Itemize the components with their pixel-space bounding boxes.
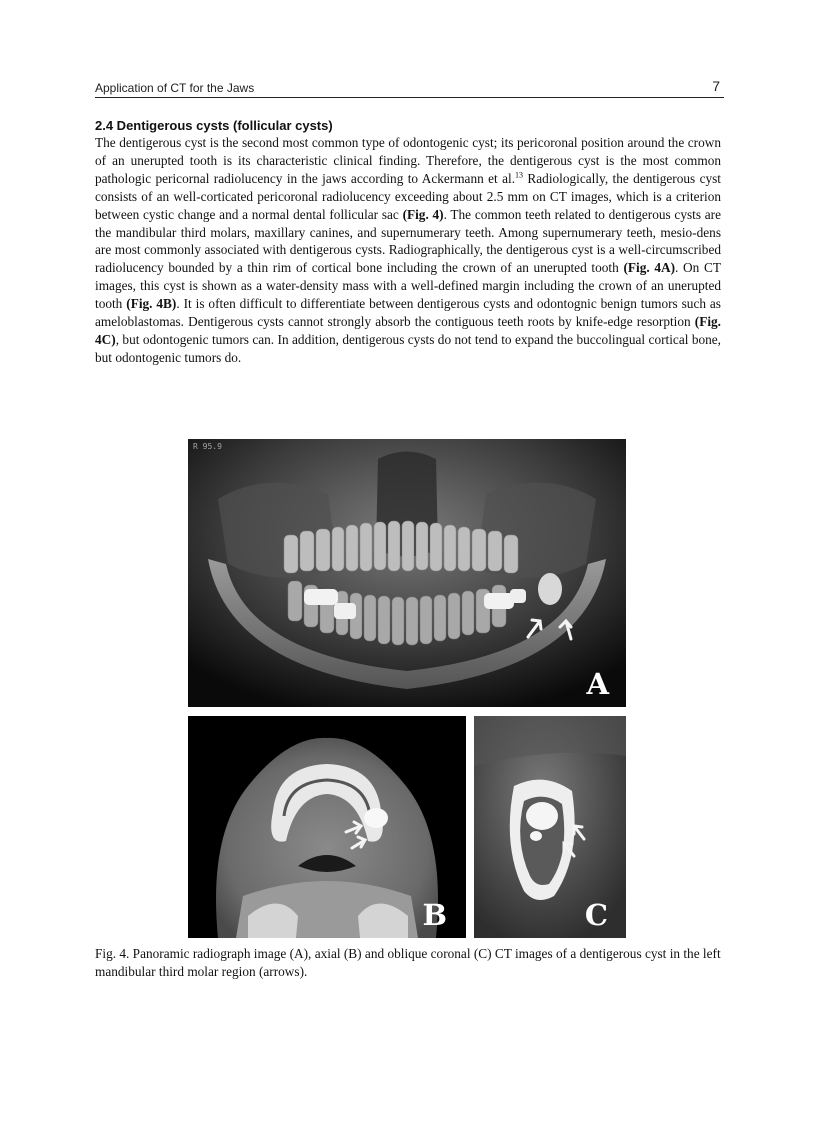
text-run: . The common teeth related to dentigerous cysts are the mandibular third molars, maxillary canines, and supernumerary teeth. Among supernumerary teeth, mesio-dens are most commonly associated with dentigerous cysts. Radiographically, the dentigerous cyst is a well-circumscribed radiolucency bounded by a thin rim of cortical bone including the crown of an unerupted tooth bbox=[95, 206, 721, 276]
text-run: . It is often difficult to differentiate between dentigerous cysts and odontognic benign tumors such as ameloblastomas. Dentigerous cysts cannot strongly absorb the contiguous teeth roots by knife-edge resorption bbox=[95, 296, 721, 330]
text-run: . On CT images, this cyst is shown as a water-density mass with a well-defined margin including the crown of an unerupted tooth bbox=[95, 260, 721, 312]
figure-panel-a bbox=[188, 439, 626, 707]
figure-panel-b bbox=[188, 716, 466, 938]
figure-reference: (Fig. 4B) bbox=[126, 296, 177, 312]
citation-superscript: 13 bbox=[515, 170, 524, 180]
panoramic-radiograph-image bbox=[188, 439, 626, 707]
panel-label-a: A bbox=[586, 667, 609, 701]
running-title: Application of CT for the Jaws bbox=[95, 81, 255, 95]
section-heading: 2.4 Dentigerous cysts (follicular cysts) bbox=[95, 118, 333, 133]
figure-panel-c bbox=[474, 716, 626, 938]
body-paragraph bbox=[95, 134, 721, 367]
text-run: , but odontogenic tumors can. In addition, dentigerous cysts do not tend to expand the buccolingual cortical bone, but odontogenic tumors do. bbox=[95, 331, 721, 365]
figure-reference: (Fig. 4A) bbox=[623, 260, 676, 276]
panel-label-b: B bbox=[422, 898, 447, 932]
figure-reference: (Fig. 4) bbox=[402, 206, 444, 222]
running-header bbox=[95, 80, 724, 98]
figure-reference: (Fig. 4C) bbox=[95, 314, 721, 347]
text-run: The dentigerous cyst is the second most common type of odontogenic cyst; its pericoronal position around the crown of an unerupted tooth is its characteristic clinical finding. Therefore, the dentigerous cyst is the most common pathologic pericornal radiolucency in the jaws according to Ackermann et al. bbox=[95, 135, 721, 186]
panel-label-c: C bbox=[584, 898, 608, 932]
radiograph-stamp: R 95.9 bbox=[193, 442, 222, 451]
page-number: 7 bbox=[712, 78, 720, 94]
text-run: Radiologically, the dentigerous cyst consists of an well-corticated pericoronal radiolucency exceeding about 2.5 mm on CT images, which is a criterion between cystic change and a normal dental follicular sac bbox=[95, 170, 722, 222]
figure-caption: Fig. 4. Panoramic radiograph image (A), axial (B) and oblique coronal (C) CT images of a dentigerous cyst in the left mandibular third molar region (arrows). bbox=[95, 946, 721, 979]
